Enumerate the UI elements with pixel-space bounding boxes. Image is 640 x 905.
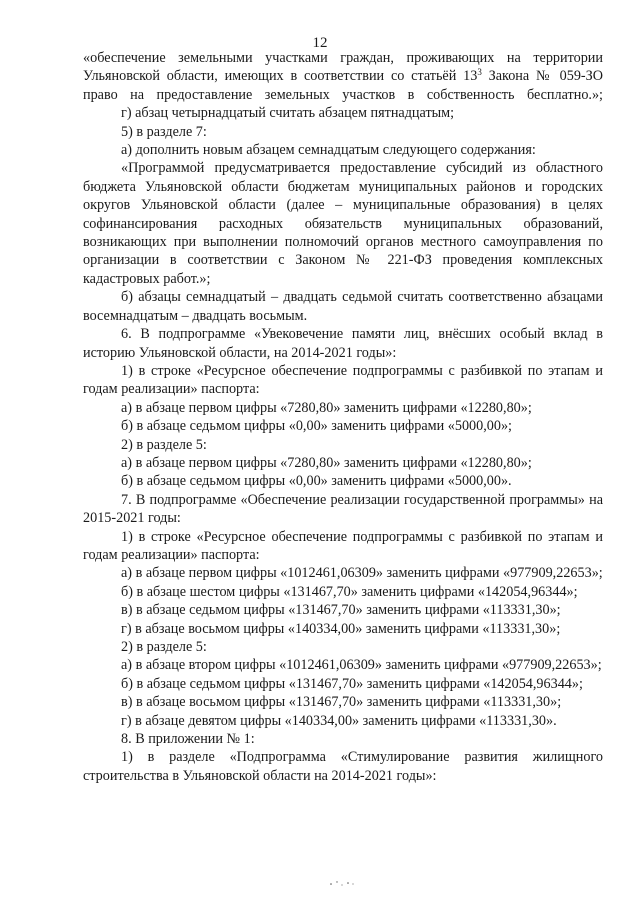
paragraph: б) в абзаце седьмом цифры «0,00» заменить цифрами «5000,00». <box>121 473 512 490</box>
paragraph: в) в абзаце седьмом цифры «131467,70» заменить цифрами «113331,30»; <box>121 602 561 619</box>
paragraph: в) в абзаце восьмом цифры «131467,70» заменить цифрами «113331,30»; <box>121 694 562 711</box>
superscript: 3 <box>477 67 482 78</box>
paragraph: 1) в строке «Ресурсное обеспечение подпрограммы с разбивкой по этапам и годам реализации» паспорта: <box>83 528 603 563</box>
paragraph: 2) в разделе 5: <box>121 639 207 655</box>
paragraph: 6. В подпрограмме «Увековечение памяти лиц, внёсших особый вклад в историю Ульяновской области, на 2014-2021 годы»: <box>83 326 603 361</box>
scan-speck-mark <box>328 878 356 888</box>
paragraph: а) в абзаце первом цифры «7280,80» заменить цифрами «12280,80»; <box>121 454 532 471</box>
paragraph: а) дополнить новым абзацем семнадцатым следующего содержания: <box>121 142 536 159</box>
paragraph: а) в абзаце первом цифры «7280,80» заменить цифрами «12280,80»; <box>121 399 532 416</box>
paragraph: г) в абзаце девятом цифры «140334,00» заменить цифрами «113331,30». <box>121 712 557 729</box>
paragraph: а) в абзаце первом цифры «1012461,06309» заменить цифрами «977909,22653»; <box>121 565 603 582</box>
paragraph: 8. В приложении № 1: <box>121 731 255 748</box>
paragraph: г) в абзаце восьмом цифры «140334,00» заменить цифрами «113331,30»; <box>121 620 561 637</box>
paragraph: 1) в строке «Ресурсное обеспечение подпрограммы с разбивкой по этапам и годам реализации» паспорта: <box>83 362 603 398</box>
paragraph: б) абзацы семнадцатый – двадцать седьмой считать соответственно абзацами восемнадцатым – двадцать восьмым. <box>83 289 603 324</box>
paragraph: 5) в разделе 7: <box>121 123 207 140</box>
paragraph: б) в абзаце седьмом цифры «131467,70» заменить цифрами «142054,96344»; <box>121 675 583 692</box>
paragraph: 1) в разделе «Подпрограмма «Стимулирование развития жилищного строительства в Ульяновской области на 2014-2021 годы»: <box>83 749 603 784</box>
paragraph: а) в абзаце втором цифры «1012461,06309» заменить цифрами «977909,22653»; <box>121 657 602 674</box>
paragraph: б) в абзаце седьмом цифры «0,00» заменить цифрами «5000,00»; <box>121 418 513 435</box>
paragraph: «обеспечение земельными участками граждан, проживающих на территории Ульяновской области, имеющих в соответствии со статьёй $13^3$ Закона № 059-ЗО право на предоставление земельных участков в собственность бесплатно.»; <box>83 50 603 103</box>
paragraph: «Программой предусматривается предоставление субсидий из областного бюджета Ульяновской области бюджетам муниципальных районов и городских округов Ульяновской области (далее – муниципальные образования) в целях софинансирования расходных обязательств муниципальных образований, возникающих при выполнении полномочий органов местного самоуправления по организации в соответствии с Законом № 221-ФЗ проведения комплексных кадастровых работ.»; <box>83 160 603 287</box>
paragraph: 2) в разделе 5: <box>121 436 207 453</box>
paragraph: 7. В подпрограмме «Обеспечение реализации государственной программы» на 2015-2021 годы: <box>83 491 603 527</box>
paragraph: б) в абзаце шестом цифры «131467,70» заменить цифрами «142054,96344»; <box>121 583 578 600</box>
document-body <box>83 49 603 785</box>
page-number: 12 <box>312 35 328 51</box>
paragraph: г) абзац четырнадцатый считать абзацем пятнадцатым; <box>121 105 455 122</box>
